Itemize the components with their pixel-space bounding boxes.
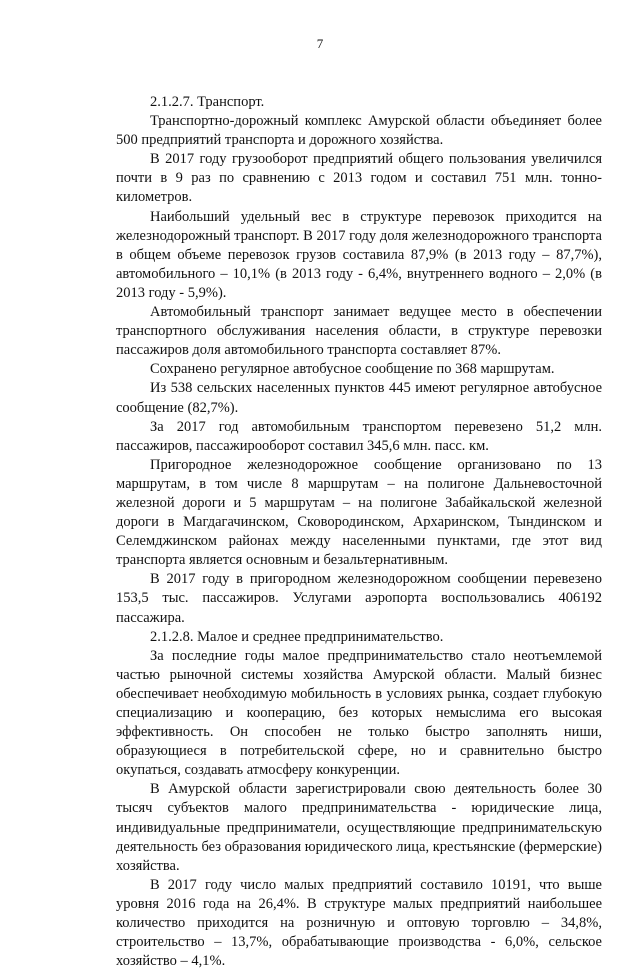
paragraph: Автомобильный транспорт занимает ведущее место в обеспечении транспортного обслуживания населения области, в структуре перевозки пассажиров доля автомобильного транспорта составляет 87%. (116, 304, 602, 359)
paragraph: В 2017 году число малых предприятий составило 10191, что выше уровня 2016 года на 26,4%. В структуре малых предприятий наибольшее количество приходится на розничную и оптовую торговлю – 34,8%, строительство – 13,7%, обрабатывающие производства - 6,0%, сельское хозяйство – 4,1%. (116, 876, 602, 970)
paragraph: В 2017 году в пригородном железнодорожном сообщении перевезено 153,5 тыс. пассажиров. Услугами аэропорта воспользовались 406192 пассажира. (116, 571, 602, 626)
page-number: 7 (316, 36, 324, 51)
paragraph: Наибольший удельный вес в структуре перевозок приходится на железнодорожный транспорт. В 2017 году доля железнодорожного транспорта в общем объеме перевозок грузов составила 87,9% (в 2013 году – 87,7%), автомобильного – 10,1% (в 2013 году - 6,4%, внутреннего водного – 2,0% (в 2013 году - 5,9%). (116, 208, 602, 301)
paragraph: За последние годы малое предпринимательство стало неотъемлемой частью рыночной системы хозяйства Амурской области. Малый бизнес обеспечивает необходимую мобильность в условиях рынка, создает глубокую специализацию и кооперацию, без которых немыслима его высокая эффективность. Он способен не только быстро заполнять ниши, образующиеся в потребительской сфере, но и сравнительно быстро окупаться, создавать атмосферу конкуренции. (116, 647, 602, 779)
section-heading-small-business: 2.1.2.8. Малое и среднее предпринимательство. (150, 628, 444, 645)
paragraph: Из 538 сельских населенных пунктов 445 имеют регулярное автобусное сообщение (82,7%). (116, 380, 602, 416)
paragraph: В 2017 году грузооборот предприятий общего пользования увеличился почти в 9 раз по сравнению с 2013 годом и составил 751 млн. тонно-километров. (116, 151, 602, 206)
paragraph: Транспортно-дорожный комплекс Амурской области объединяет более 500 предприятий транспорта и дорожного хозяйства. (116, 113, 602, 149)
document-body (116, 93, 602, 971)
section-heading-transport: 2.1.2.7. Транспорт. (150, 94, 265, 110)
paragraph: В Амурской области зарегистрировали свою деятельность более 30 тысяч субъектов малого предпринимательства - юридические лица, индивидуальные предприниматели, осуществляющие предпринимательскую деятельность без образования юридического лица, крестьянские (фермерские) хозяйства. (116, 781, 602, 874)
paragraph: За 2017 год автомобильным транспортом перевезено 51,2 млн. пассажиров, пассажирооборот составил 345,6 млн. пасс. км. (116, 418, 602, 454)
paragraph: Пригородное железнодорожное сообщение организовано по 13 маршрутам, в том числе 8 маршрутам – на полигоне Дальневосточной железной дороги и 5 маршрутам – на полигоне Забайкальской железной дороги в Магдагачинском, Сковородинском, Архаринском, Тындинском и Селемджинском районах между населенными пунктами, где этот вид транспорта является основным и безальтернативным. (116, 456, 602, 569)
paragraph: Сохранено регулярное автобусное сообщение по 368 маршрутам. (150, 361, 555, 378)
